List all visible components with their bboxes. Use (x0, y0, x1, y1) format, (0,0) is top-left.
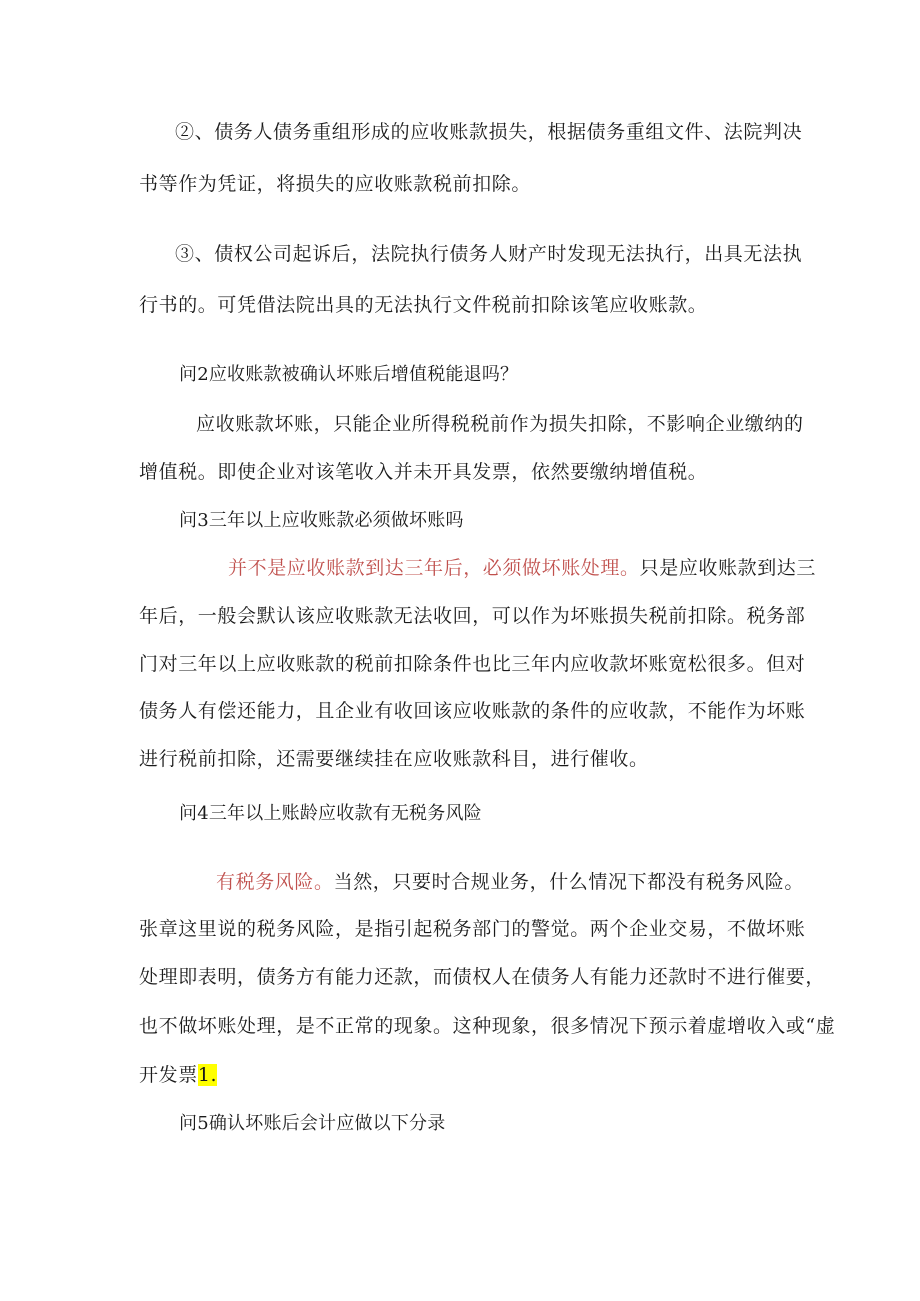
question-5-heading: 问5确认坏账后会计应做以下分录 (179, 1113, 446, 1134)
answer-4-line5-text: 开发票 (139, 1064, 198, 1086)
answer-3-line4: 债务人有偿还能力，且企业有收回该应收账款的条件的应收款，不能作为坏账 (139, 700, 806, 722)
answer-4-line2: 张章这里说的税务风险，是指引起税务部门的警觉。两个企业交易，不做坏账 (139, 918, 806, 940)
para-debt-restructuring-line2: 书等作为凭证，将损失的应收账款税前扣除。 (139, 173, 532, 195)
answer-4-line1 (216, 868, 804, 896)
question-2-heading: 问2应收账款被确认坏账后增值税能退吗？ (179, 364, 519, 385)
answer-3-line1-rest: 只是应收账款到达三 (639, 557, 817, 579)
answer-3-line5: 进行税前扣除，还需要继续挂在应收账款科目，进行催收。 (139, 748, 649, 770)
answer-4-line4: 也不做坏账处理，是不正常的现象。这种现象，很多情况下预示着虚增收入或“虚 (139, 1015, 836, 1037)
answer-4-line1-rest: 当然，只要时合规业务，什么情况下都没有税务风险。 (333, 871, 805, 893)
answer-3-line3: 门对三年以上应收账款的税前扣除条件也比三年内应收款坏账宽松很多。但对 (139, 653, 806, 675)
answer-3-line2: 年后，一般会默认该应收账款无法收回，可以作为坏账损失税前扣除。税务部 (139, 605, 806, 627)
answer-4-line3: 处理即表明，债务方有能力还款，而债权人在债务人有能力还款时不进行催要， (139, 966, 826, 988)
para-court-execution-line2: 行书的。可凭借法院出具的无法执行文件税前扣除该笔应收账款。 (139, 294, 708, 316)
para-debt-restructuring-line1: ②、债务人债务重组形成的应收账款损失，根据债务重组文件、法院判决 (175, 121, 803, 143)
question-4-heading: 问4三年以上账龄应收款有无税务风险 (179, 803, 482, 824)
para-court-execution-line1: ③、债权公司起诉后，法院执行债务人财产时发现无法执行，出具无法执 (175, 243, 803, 265)
answer-3-line1 (228, 554, 816, 582)
yellow-highlight-mark: 1. (197, 1064, 218, 1086)
question-3-heading: 问3三年以上应收账款必须做坏账吗 (179, 510, 464, 531)
answer-3-highlight-text: 并不是应收账款到达三年后，必须做坏账处理。 (228, 557, 640, 579)
answer-2-line2: 增值税。即使企业对该笔收入并未开具发票，依然要缴纳增值税。 (139, 461, 708, 483)
answer-4-highlight-text: 有税务风险。 (216, 871, 334, 893)
answer-2-line1: 应收账款坏账，只能企业所得税税前作为损失扣除，不影响企业缴纳的 (196, 413, 804, 435)
answer-4-line5 (139, 1061, 217, 1089)
